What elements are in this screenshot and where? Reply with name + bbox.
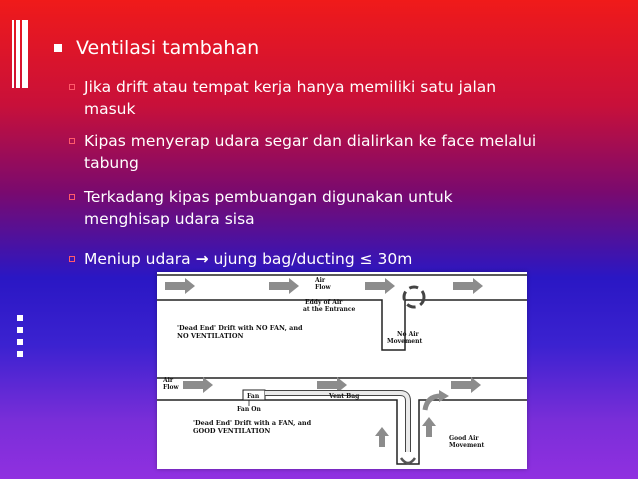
top-panel	[157, 275, 527, 350]
swirl-arrow-icon	[401, 458, 415, 463]
up-arrow-icon	[422, 417, 436, 437]
fan-on-label: Fan On	[237, 406, 261, 413]
decorative-squares	[12, 315, 28, 375]
bullet-text-pre: Meniup udara	[84, 250, 191, 268]
bullet-item-3	[84, 186, 614, 230]
good-air-label: Good Air	[449, 435, 479, 442]
title-text: Ventilasi tambahan	[76, 37, 260, 59]
title-bullet	[54, 44, 62, 52]
bullet-item-2	[84, 130, 614, 174]
decorative-bars-top	[12, 20, 28, 100]
air-flow-label: Air	[315, 277, 326, 284]
caption: 'Dead End' Drift with NO FAN, and	[177, 324, 303, 332]
vent-bag-label: Vent Bag	[329, 393, 360, 400]
bullet-marker	[69, 84, 75, 90]
eddy-label: Eddy of Air	[305, 299, 343, 306]
bottom-panel	[157, 377, 527, 464]
bullet-item-1	[84, 76, 614, 120]
caption: 'Dead End' Drift with a FAN, and	[193, 419, 312, 427]
slide-title	[54, 34, 259, 62]
fan-box	[243, 390, 265, 400]
air-flow-label: Flow	[315, 284, 331, 291]
up-arrow-icon	[375, 427, 389, 447]
bullet-line: Kipas menyerap udara segar dan dialirkan ke face melalui	[84, 132, 537, 150]
bullet-line: tabung	[84, 154, 139, 172]
bullet-marker	[69, 194, 75, 200]
bullet-line: Terkadang kipas pembuangan digunakan untuk	[84, 188, 453, 206]
right-arrow-icon: →	[195, 250, 209, 268]
air-flow-arrow	[365, 282, 385, 290]
air-flow-label: Flow	[163, 384, 179, 391]
no-air-label: Movement	[387, 338, 423, 345]
air-flow-arrow	[165, 282, 185, 290]
bullet-line: masuk	[84, 100, 136, 118]
air-flow-arrow	[453, 282, 473, 290]
caption: GOOD VENTILATION	[193, 427, 271, 435]
bullet-line	[84, 248, 614, 270]
ventilation-diagram	[157, 272, 527, 469]
air-flow-arrow	[471, 377, 481, 393]
air-flow-label: Air	[163, 377, 174, 384]
bullet-line: menghisap udara sisa	[84, 210, 255, 228]
eddy-swirl-icon	[404, 287, 424, 307]
good-air-label: Movement	[449, 442, 485, 449]
bullet-marker	[69, 138, 75, 144]
caption: NO VENTILATION	[177, 332, 244, 340]
no-air-label: No Air	[397, 331, 419, 338]
air-flow-arrow	[473, 278, 483, 294]
bullet-text-post: ujung bag/ducting ≤ 30m	[213, 250, 413, 268]
bullet-item-4	[84, 248, 614, 270]
eddy-label: at the Entrance	[303, 306, 356, 313]
bullet-marker	[69, 256, 75, 262]
air-flow-arrow	[183, 381, 203, 389]
air-flow-arrow	[451, 381, 471, 389]
air-flow-arrow	[385, 278, 395, 294]
svg-text:Fan: Fan	[247, 393, 260, 400]
air-flow-arrow	[203, 377, 213, 393]
air-flow-arrow	[185, 278, 195, 294]
air-flow-arrow	[289, 278, 299, 294]
air-flow-arrow	[317, 381, 337, 389]
ventilation-diagram-svg	[157, 272, 527, 469]
bullet-line: Jika drift atau tempat kerja hanya memiliki satu jalan	[84, 78, 497, 96]
air-flow-arrow	[269, 282, 289, 290]
